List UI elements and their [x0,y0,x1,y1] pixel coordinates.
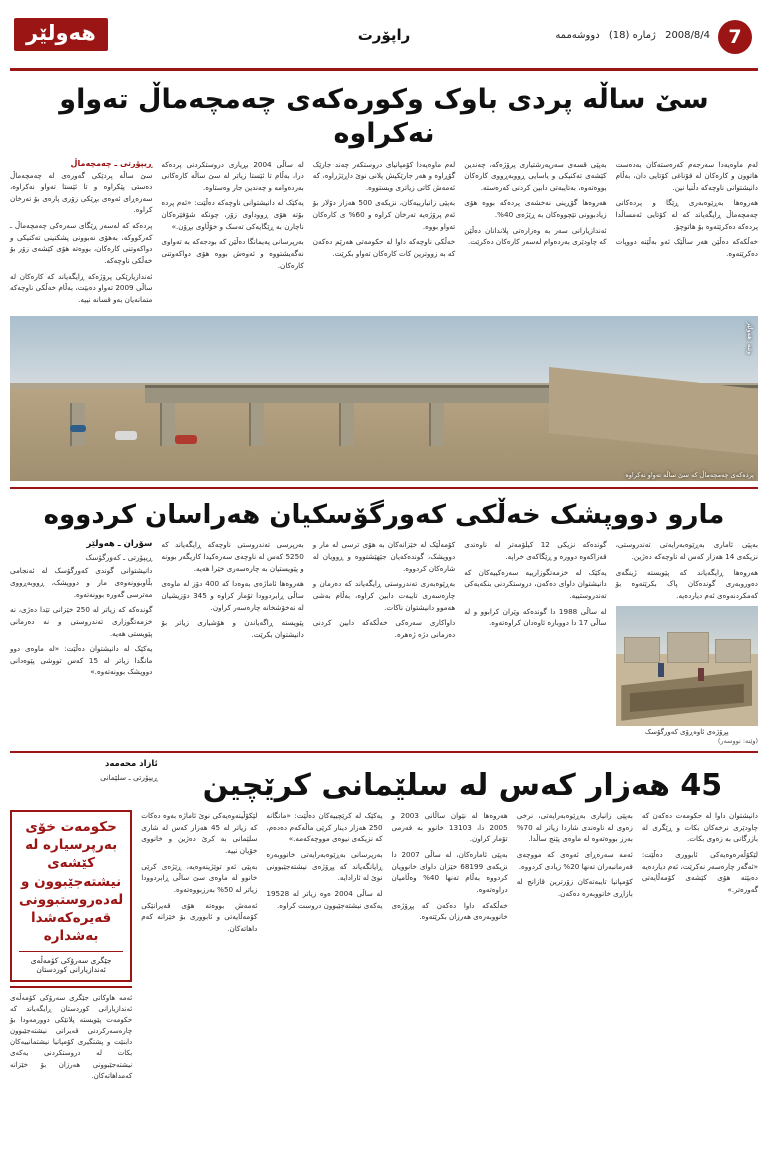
paragraph: لەم ماوەیەدا کۆمپانیای دروستکەر چەند جارێک گۆڕاوە و هەر جارێکیش پلانی نوێ داڕێژراوە، کە ئەمەش کاتی زیاتری ویستووە. [312,159,456,192]
photo-building [715,639,751,663]
paragraph: بەرپرسانی پەیمانگا دەڵێن کە بودجەکە بە تەواوی نەگەیشتووە و ئەوەش بووە هۆی دواکەوتنی کارەکان. [161,237,304,270]
issue-date: 2008/8/4 [665,30,710,41]
article2-photo-credit: (وێنە: نووسەر) [717,736,758,745]
photo-slope [489,398,743,481]
paragraph: بەرپرسی تەندروستی ناوچەکە ڕایگەیاند کە 5250 کەس لە ناوچەی سەرەکیدا کاریگەر بوونە و پێویستیان بە چارەسەری خێرا هەیە. [161,540,304,573]
paragraph: خەڵکی ناوچەکە داوا لە حکومەتی هەرێم دەکەن کە بە زووترین کات کارەکان تەواو بکرێت. [312,237,456,259]
article2-col-3 [313,539,455,735]
article-bridge [10,83,758,481]
paragraph: لێکۆڵەرەوەیەکی ئابووری دەڵێت: «ئەگەر چارەسەر نەکرێت، ئەم دیاردەیە دەبێتە هۆی کێشەی کۆمەڵایەتی گەورەتر.» [641,849,758,894]
page-number: 7 [718,20,752,54]
paragraph: هەروەها گۆڕینی نەخشەی پردەکە بووە هۆی زیادبوونی تێچووەکان بە ڕێژەی 40%. [464,198,607,220]
article1-photo-caption: پردەکەی چەمچەماڵ کە سێ ساڵە تەواو نەکراوە [625,470,754,479]
masthead [10,22,758,71]
article-scorpions [10,499,758,745]
photo-car [115,431,137,440]
paragraph: کۆمپانیا تایبەتەکان زۆرترین قازانج لە بازاڕی خانووبەرە دەکەن. [516,877,633,898]
paragraph: ئەندازیارێکی پرۆژەکە ڕایگەیاند کە کارەکان لە ساڵی 2009 تەواو دەبێت، بەڵام خەڵکی ناوچەکە متمانەیان بەو قسانە نییە. [9,271,153,305]
photo-pier [160,403,175,446]
article1-col-2 [464,159,606,310]
paragraph: پردەکە کە لەسەر ڕێگای سەرەکی چەمچەماڵ ـ کەرکووکە، بەهۆی نەبوونی پشکنینی تەکنیکی و دواکەوتنی کارەکان، بووەتە هۆی کێشەی زۆر بۆ خەڵکی ناوچەکە. [9,221,153,266]
article3-sidebar [10,810,132,1082]
paragraph: بەپێی زانیارییەکان، نزیکەی 500 هەزار دۆلار بۆ ئەم پرۆژەیە تەرخان کراوە و 60% ی کارەکان تەواو بووە. [312,198,456,231]
paragraph: گوندەکە نزیکی 12 کیلۆمەتر لە ناوەندی قەزاکەوە دوورە و ڕێگاکەی خراپە. [464,540,607,561]
article2-photo [616,606,758,726]
photo-worker [658,663,664,677]
article2-byline: ڕیپۆرتی ـ کەورگۆسک [85,553,153,563]
paragraph: لە ساڵی 2004 بڕیاری دروستکردنی پردەکە درا، بەڵام تا ئێستا زیاتر لە سێ ساڵە کارەکانی بەردەوامە و چەندین جار وەستاوە. [161,159,304,192]
paragraph: هەروەها لە نێوان ساڵانی 2003 و 2005 دا، 13103 خانوو بە فەرمی تۆمار کراون. [391,811,508,844]
article1-col-5 [10,159,152,310]
article3-col-3 [392,810,508,1082]
article-renters [10,759,758,1083]
paragraph: سێ ساڵە پردێکی گەورەی لە چەمچەماڵ دەستی پێکراوە و تا ئێستا تەواو نەکراوە، سەرەڕای ئەوەی بڕێکی زۆری پارەی بۆ تەرخان کراوە. [9,170,153,215]
paragraph: یەکێک لە کرێچییەکان دەڵێت: «مانگانە 250 هەزار دینار کرێی ماڵەکەم دەدەم، کە نزیکەی نیوەی مووچەکەمە.» [266,811,383,844]
paragraph: لێکۆڵینەوەیەکی نوێ ئاماژە بەوە دەکات کە زیاتر لە 45 هەزار کەس لە شاری سلێمانی بە کرێ دەژین و خانووی خۆیان نییە. [141,811,258,855]
redbox-title: حکومەت خۆی بەرپرسیارە لە کێشەی نیشتەجێبوون و لەدەروستبوونی قەیرەکەشدا بەشدارە [19,819,124,945]
article3-col-5 [141,810,257,1082]
paragraph: ئەندازیارانی سەر بە وەزارەتی پلاندانان دەڵێن کە چاودێری بەردەوام لەسەر کارەکان دەکرێت. [464,225,607,247]
paragraph: خەڵکەکە داوا دەکەن کە پڕۆژەی خانووبەرەی هەرزان بکرێتەوە. [391,900,508,922]
newspaper-page [0,22,768,1150]
article1-col-1 [616,159,758,310]
caption-text: پڕۆژەی ئاوەڕۆی کەورگۆسک [644,727,729,736]
article2-col-5 [10,539,152,735]
paragraph: بەرپرسانی بەڕێوەبەرایەتی خانووبەرە ڕایانگەیاند کە پڕۆژەی نیشتەجێبوونی نوێ لە ئارادایە. [266,849,383,883]
paragraph: بەڕێوەبەری تەندروستی ڕایگەیاند کە دەرمان و چارەسەری تایبەت دابین کراوە، بەڵام بەشی هەموو دانیشتوان ناکات. [312,579,456,612]
article3-col-2 [517,810,633,1082]
article3-head-row [10,759,758,811]
paragraph: بەپێی ئەو توێژینەوەیە، ڕێژەی کرێی خانوو لە ماوەی سێ ساڵی ڕابردوودا زیاتر لە 50% بەرزبووەتەوە. [141,861,258,894]
article2-col-2 [464,539,606,735]
article3-headline: 45 هەزار کەس لە سلێمانی کرێچین [202,767,723,803]
photo-worker [698,668,704,681]
article2-headline: مارو دووپشک خەڵکی کەورگۆسکیان هەراسان کردووە [43,499,725,530]
paragraph: گوندەکە کە زیاتر لە 250 خێزانی تێدا دەژی، نە خزمەتگوزاری تەندروستی و نە دەرمانی پێویستی هەیە. [9,605,153,638]
paper-logo: هەولێر [14,18,108,51]
redbox [10,810,132,982]
article1-col-4 [161,159,303,310]
article3-col-4 [266,810,382,1082]
article3-columns [10,810,758,1082]
paragraph: لە ساڵی 1988 دا گوندەکە وێران کرابوو و لە ساڵی 17 دا دووبارە ئاوەدان کراوەتەوە. [464,606,607,628]
paragraph: دانیشتوان داوا لە حکومەت دەکەن کە چاودێری نرخەکان بکات و ڕێگری لە بازرگانی بە زەوی بکات. [641,811,758,844]
divider-1 [10,487,758,489]
issue-number: ژمارە (18) [608,30,656,41]
article1-col-3 [313,159,455,310]
issue-weekday: دووشەممە [555,30,600,41]
paragraph: یەکێک لە دانیشتوانی ناوچەکە دەڵێت: «ئەم پردە بۆتە هۆی ڕووداوی زۆر، چونکە شۆفێرەکان ناچارن بە ڕێگایەکی تەسک و خۆڵاوی بڕۆن.» [161,198,304,231]
redbox-subtitle: جێگری سەرۆکی کۆمەڵەی ئەندازیارانی کوردستان [19,951,123,974]
paragraph: هەروەها بەڕێوەبەری ڕێگا و پردەکانی چەمچەماڵ ڕایگەیاند کە لە کۆتایی ئەمساڵدا پردەکە دەکرێتەوە بۆ هاتوچۆ. [615,198,758,231]
divider-2 [10,751,758,753]
photo-building [667,632,709,663]
paragraph: هەروەها ڕایگەیاند کە پێویستە ژینگەی دەوروبەری گوندەکان پاک بکرێتەوە بۆ کەمکردنەوەی ئەم دیاردەیە. [615,567,758,600]
photo-car [70,425,86,432]
section-title: راپۆرت [357,26,411,44]
article1-columns [10,159,758,310]
paragraph: ئەمەش بووەتە هۆی قەیرانێکی کۆمەڵایەتی و ئابووری بۆ خێزانە کەم داهاتەکان. [141,900,258,933]
article3-kicker: ئازاد محەمەد [104,758,158,769]
article2-photo-caption [616,728,758,736]
photo-credit-vertical: وێنە: هەولێر [746,321,754,354]
paragraph: ئەمە سەرەڕای ئەوەی کە مووچەی فەرمانبەران تەنها 20% زیادی کردووە. [516,849,633,871]
article1-kicker: ڕیپۆرتی ـ چەمچەماڵ [70,158,153,168]
article1-photo [10,316,758,481]
paragraph: بەپێی زانیاری بەڕێوەبەرایەتی، نرخی زەوی لە ناوەندی شاردا زیاتر لە 70% بەرز بووەتەوە لە ماوەی پێنج ساڵدا. [516,811,633,844]
article3-byline: ڕیپۆرتی ـ سلێمانی [100,772,158,782]
paragraph: بەپێی قسەی سەرپەرشتیاری پرۆژەکە، چەندین کێشەی تەکنیکی و یاسایی ڕووبەڕووی کارەکان بووەتەوە، بەتایبەتی دابین کردنی کەرەستە. [464,159,607,192]
article2-columns [10,539,758,735]
article2-kicker: سۆران ـ هەولێر [86,539,153,550]
article3-col-1 [642,810,758,1082]
paragraph: بەپێی ئاماری بەڕێوەبەرایەتی تەندروستی، نزیکەی 14 هەزار کەس لە ناوچەکە دەژین. [615,540,758,561]
photo-pier [429,403,444,446]
photo-pier [249,403,264,446]
paragraph: خەڵکەکە دەڵێن هەر ساڵێک ئەو بەڵێنە دووپات دەکرێتەوە. [615,237,758,259]
paragraph: کۆمەڵێک لە خێزانەکان بە هۆی ترسی لە مار و دووپشک، گوندەکەیان جێهێشتووە و ڕوویان لە شارەکان کردووە. [312,540,456,573]
photo-building [624,637,660,663]
paragraph: هەروەها ئاماژەی بەوەدا کە 400 دۆز لە ماوەی ساڵی ڕابردوودا تۆمار کراوە و 345 دۆزیشیان لە نەخۆشخانە چارەسەر کراون. [161,579,304,612]
photo-car [175,435,197,444]
article1-headline: سێ ساڵە پردی باوک وکورەکەی چەمچەماڵ تەواو نەکراوە [59,84,709,149]
redbox-note: ئەمە هاوکاتی جێگری سەرۆکی کۆمەڵەی ئەندازیارانی کوردستان ڕایگەیاند کە حکومەت پێویستە پلانێکی دوورمەودا بۆ چارەسەرکردنی قەیرانی نیشتەجێبوون دابنێت و پشتگیری کۆمپانیا نیشتمانییەکان بکات لە دروستکردنی یەکەی نیشتەجێبوونی هەرزان بۆ خێزانە کەمداهاتەکان. [10,993,133,1080]
photo-pier [339,403,354,446]
redbox-divider [10,986,132,988]
paragraph: پێویستە ڕاگەیاندن و هۆشیاری زیاتر بۆ دانیشتوان بکرێت. [161,618,304,639]
paragraph: یەکێک لە خزمەتگوزارییە سەرەکییەکان کە دانیشتوان داوای دەکەن، دروستکردنی بنکەیەکی تەندروستییە. [464,567,607,600]
paragraph: بەپێی ئامارەکان، لە ساڵی 2007 دا نزیکەی 68199 خێزان داوای خانوویان کردووە بەڵام تەنها 40% وەڵامیان دراوەتەوە. [391,849,508,894]
article2-col-1 [616,539,758,735]
paragraph: داواکاری سەرەکی خەڵکەکە دابین کردنی دەرمانی دژە ژەهرە. [312,618,456,639]
paragraph: دانیشتوانی گوندی کەورگۆسک لە ئەنجامی بڵاوبوونەوەی مار و دووپشک، ڕووبەڕووی مەترسی گەورە بوونەتەوە. [9,566,153,599]
paragraph: یەکێک لە دانیشتوان دەڵێت: «لە ماوەی دوو مانگدا زیاتر لە 15 کەس تووشی پێوەدانی دووپشک بوونەتەوە.» [9,644,153,677]
paragraph: لە ساڵی 2004 ەوە زیاتر لە 19528 یەکەی نیشتەجێبوون دروست کراوە. [266,888,383,910]
article2-col-4 [161,539,303,735]
paragraph: لەم ماوەیەدا سەرجەم کەرەستەکان بەدەست هاتوون و کارەکان لە قۆناغی کۆتایی دان، بەڵام دانیشتوانی ناوچەکە دڵنیا نین. [615,159,758,192]
